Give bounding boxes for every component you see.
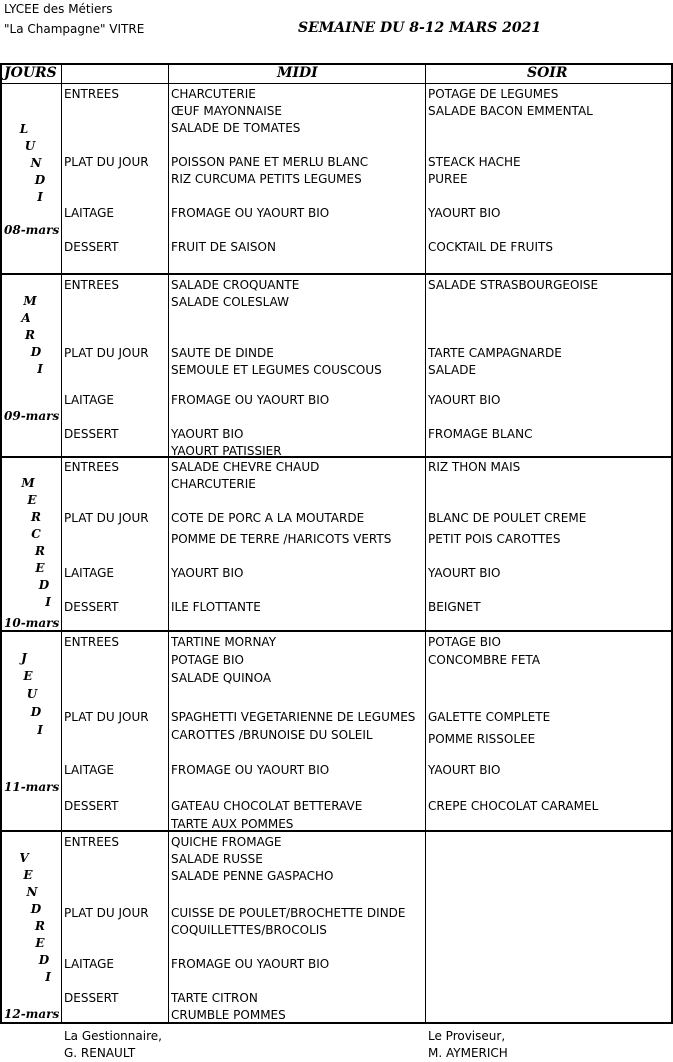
soir-dish: TARTE CAMPAGNARDE	[428, 346, 562, 360]
midi-dish: CHARCUTERIE	[171, 477, 256, 491]
soir-dish: CONCOMBRE FETA	[428, 653, 541, 667]
day-letter: E	[23, 669, 33, 683]
day-date: 09-mars	[4, 409, 60, 423]
midi-dish: FROMAGE OU YAOURT BIO	[171, 393, 330, 407]
day-separator	[0, 830, 673, 832]
soir-dish: FROMAGE BLANC	[428, 427, 533, 441]
day-letter: E	[23, 868, 33, 882]
day-letter: N	[26, 885, 38, 899]
soir-dish: BEIGNET	[428, 600, 481, 614]
day-letter: N	[30, 156, 42, 170]
meal-type-label: LAITAGE	[64, 393, 114, 407]
day-date: 11-mars	[4, 780, 60, 794]
day-letter: M	[23, 294, 37, 308]
day-letter: E	[27, 493, 37, 507]
soir-dish: YAOURT BIO	[428, 763, 501, 777]
meal-type-label: ENTREES	[64, 460, 120, 474]
midi-dish: SALADE CHEVRE CHAUD	[171, 460, 320, 474]
midi-dish: CRUMBLE POMMES	[171, 1008, 286, 1022]
midi-dish: YAOURT BIO	[171, 566, 244, 580]
meal-type-label: DESSERT	[64, 427, 119, 441]
column-divider-midi	[425, 63, 426, 1024]
soir-dish: STEACK HACHE	[428, 155, 521, 169]
soir-dish: PETIT POIS CAROTTES	[428, 532, 561, 546]
soir-dish: YAOURT BIO	[428, 393, 501, 407]
midi-dish: SEMOULE ET LEGUMES COUSCOUS	[171, 363, 382, 377]
soir-dish: COCKTAIL DE FRUITS	[428, 240, 553, 254]
day-letter: D	[34, 173, 46, 187]
day-date: 10-mars	[4, 616, 60, 630]
soir-dish: POMME RISSOLEE	[428, 732, 536, 746]
midi-dish: TARTINE MORNAY	[171, 635, 277, 649]
day-separator	[0, 273, 673, 275]
midi-dish: CUISSE DE POULET/BROCHETTE DINDE	[171, 906, 406, 920]
column-divider-type	[168, 63, 169, 1024]
meal-type-label: PLAT DU JOUR	[64, 906, 149, 920]
table-bottom-border	[0, 1022, 673, 1024]
meal-type-label: DESSERT	[64, 991, 119, 1005]
day-letter: L	[19, 122, 29, 136]
day-letter: R	[35, 919, 45, 933]
soir-dish: POTAGE DE LEGUMES	[428, 87, 559, 101]
signature-role-proviseur: Le Proviseur,	[428, 1029, 506, 1043]
day-letter: R	[31, 510, 41, 524]
midi-dish: YAOURT PATISSIER	[171, 444, 282, 458]
signature-role-gestionnaire: La Gestionnaire,	[64, 1029, 162, 1043]
midi-dish: CHARCUTERIE	[171, 87, 256, 101]
day-letter: D	[38, 578, 50, 592]
midi-dish: SALADE DE TOMATES	[171, 121, 301, 135]
day-letter: I	[37, 190, 43, 204]
soir-dish: SALADE STRASBOURGEOISE	[428, 278, 599, 292]
day-separator	[0, 456, 673, 458]
midi-dish: TARTE AUX POMMES	[171, 817, 294, 831]
meal-type-label: PLAT DU JOUR	[64, 346, 149, 360]
day-letter: C	[31, 527, 41, 541]
midi-dish: POTAGE BIO	[171, 653, 244, 667]
midi-dish: COQUILLETTES/BROCOLIS	[171, 923, 327, 937]
day-letter: D	[30, 345, 42, 359]
soir-dish: YAOURT BIO	[428, 566, 501, 580]
meal-type-label: LAITAGE	[64, 957, 114, 971]
day-letter: J	[21, 651, 27, 665]
midi-dish: GATEAU CHOCOLAT BETTERAVE	[171, 799, 363, 813]
meal-type-label: LAITAGE	[64, 763, 114, 777]
midi-dish: POMME DE TERRE /HARICOTS VERTS	[171, 532, 392, 546]
midi-dish: FROMAGE OU YAOURT BIO	[171, 763, 330, 777]
day-date: 12-mars	[4, 1007, 60, 1021]
day-letter: R	[25, 328, 35, 342]
midi-dish: SPAGHETTI VEGETARIENNE DE LEGUMES	[171, 710, 416, 724]
midi-dish: SALADE COLESLAW	[171, 295, 289, 309]
midi-dish: SALADE PENNE GASPACHO	[171, 869, 334, 883]
midi-dish: POISSON PANE ET MERLU BLANC	[171, 155, 369, 169]
midi-dish: FRUIT DE SAISON	[171, 240, 276, 254]
soir-dish: RIZ THON MAIS	[428, 460, 521, 474]
soir-dish: SALADE	[428, 363, 477, 377]
day-letter: D	[38, 953, 50, 967]
day-letter: D	[30, 705, 42, 719]
midi-dish: SALADE CROQUANTE	[171, 278, 300, 292]
signature-name-proviseur: M. AYMERICH	[428, 1046, 508, 1060]
header-bottom-border	[0, 83, 673, 84]
midi-dish: FROMAGE OU YAOURT BIO	[171, 206, 330, 220]
midi-dish: TARTE CITRON	[171, 991, 258, 1005]
soir-dish: SALADE BACON EMMENTAL	[428, 104, 593, 118]
meal-type-label: LAITAGE	[64, 206, 114, 220]
school-subtitle: "La Champagne" VITRE	[4, 22, 145, 36]
meal-type-label: DESSERT	[64, 600, 119, 614]
day-letter: U	[26, 687, 38, 701]
day-date: 08-mars	[4, 223, 60, 237]
day-letter: M	[21, 476, 35, 490]
meal-type-label: ENTREES	[64, 278, 120, 292]
soir-dish: BLANC DE POULET CREME	[428, 511, 587, 525]
soir-dish: CREPE CHOCOLAT CARAMEL	[428, 799, 599, 813]
meal-type-label: PLAT DU JOUR	[64, 710, 149, 724]
midi-dish: QUICHE FROMAGE	[171, 835, 282, 849]
day-letter: R	[35, 544, 45, 558]
meal-type-label: ENTREES	[64, 635, 120, 649]
midi-dish: ILE FLOTTANTE	[171, 600, 261, 614]
midi-dish: SAUTE DE DINDE	[171, 346, 274, 360]
meal-type-label: ENTREES	[64, 87, 120, 101]
midi-dish: ŒUF MAYONNAISE	[171, 104, 282, 118]
school-name: LYCEE des Métiers	[4, 2, 113, 16]
day-separator	[0, 630, 673, 632]
meal-type-label: LAITAGE	[64, 566, 114, 580]
table-top-border	[0, 63, 673, 65]
day-letter: I	[37, 362, 43, 376]
signature-name-gestionnaire: G. RENAULT	[64, 1046, 136, 1060]
meal-type-label: DESSERT	[64, 240, 119, 254]
meal-type-label: DESSERT	[64, 799, 119, 813]
day-letter: U	[24, 139, 36, 153]
day-letter: I	[45, 595, 51, 609]
soir-dish: POTAGE BIO	[428, 635, 501, 649]
meal-type-label: PLAT DU JOUR	[64, 155, 149, 169]
midi-dish: SALADE QUINOA	[171, 671, 272, 685]
menu-title: SEMAINE DU 8-12 MARS 2021	[298, 20, 542, 36]
day-letter: D	[30, 902, 42, 916]
midi-dish: RIZ CURCUMA PETITS LEGUMES	[171, 172, 362, 186]
day-letter: E	[35, 936, 45, 950]
day-letter: E	[35, 561, 45, 575]
day-letter: A	[21, 311, 31, 325]
day-letter: V	[19, 851, 29, 865]
meal-type-label: PLAT DU JOUR	[64, 511, 149, 525]
midi-dish: CAROTTES /BRUNOISE DU SOLEIL	[171, 728, 373, 742]
soir-dish: GALETTE COMPLETE	[428, 710, 551, 724]
column-header-soir: SOIR	[527, 65, 568, 81]
soir-dish: PUREE	[428, 172, 468, 186]
midi-dish: SALADE RUSSE	[171, 852, 263, 866]
meal-type-label: ENTREES	[64, 835, 120, 849]
soir-dish: YAOURT BIO	[428, 206, 501, 220]
day-letter: I	[45, 970, 51, 984]
day-letter: I	[37, 723, 43, 737]
column-header-jours: JOURS	[4, 65, 57, 81]
midi-dish: COTE DE PORC A LA MOUTARDE	[171, 511, 365, 525]
midi-dish: YAOURT BIO	[171, 427, 244, 441]
column-header-midi: MIDI	[277, 65, 318, 81]
midi-dish: FROMAGE OU YAOURT BIO	[171, 957, 330, 971]
